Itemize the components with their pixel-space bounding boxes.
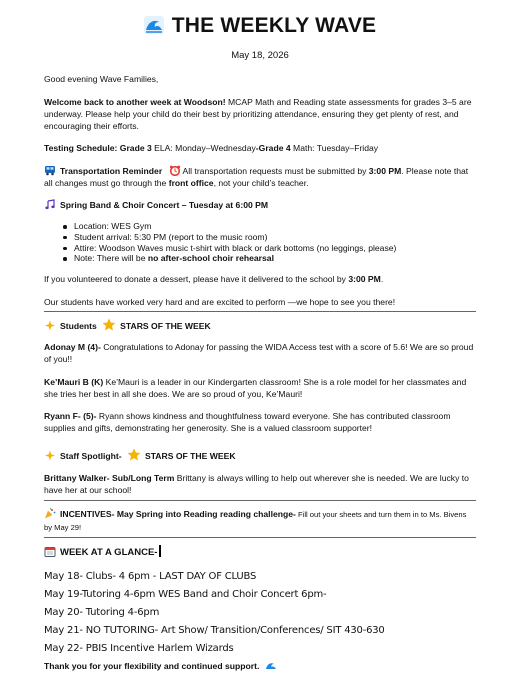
student-text: Ke’Mauri is a leader in our Kindergarten classroom! She is a role model for her classmates and she tries her best in all she does. We are so proud of you, Ke’Mauri! bbox=[44, 377, 467, 399]
divider bbox=[44, 500, 476, 501]
greeting: Good evening Wave Families, bbox=[44, 74, 159, 84]
welcome-bold: Welcome back to another week at Woodson! bbox=[44, 97, 226, 107]
transport-text-3: , not your child’s teacher. bbox=[213, 178, 309, 188]
transport-office: front office bbox=[168, 178, 214, 188]
week-item: May 20- Tutoring 4-6pm bbox=[44, 607, 160, 618]
student-name: Ryann F- (5)- bbox=[44, 411, 97, 421]
calendar-icon bbox=[44, 546, 56, 557]
student-name: Adonay M (4)- bbox=[44, 342, 101, 352]
concert-title: Spring Band & Choir Concert – Tuesday at 6:00 PM bbox=[60, 200, 269, 210]
testing-grade4-text: Math: Tuesday–Friday bbox=[290, 143, 379, 153]
concert-detail-item: Location: WES Gym bbox=[60, 221, 480, 232]
transport-label: Transportation Reminder bbox=[60, 166, 163, 176]
staff-label: Staff Spotlight- bbox=[60, 451, 122, 461]
dessert-text-end: . bbox=[380, 274, 384, 284]
transport-time: 3:00 PM bbox=[368, 166, 402, 176]
transport-reminder bbox=[44, 165, 476, 189]
incentives-text: Fill out your sheets and turn them in to Ms. Bivens by May 29! bbox=[44, 510, 467, 532]
student-name: Ke’Mauri B (K) bbox=[44, 377, 104, 387]
thanks-text: Thank you for your flexibility and continued support. bbox=[44, 661, 260, 671]
issue-date: May 18, 2026 bbox=[231, 50, 289, 61]
student-text: Congratulations to Adonay for passing the WIDA Access test with a score of 5.6! We are so proud of you!! bbox=[44, 342, 474, 364]
student-entry bbox=[44, 410, 476, 434]
concert-note-bold: no after-school choir rehearsal bbox=[147, 253, 274, 264]
transport-text-2: . Please note that all changes must go through the bbox=[44, 166, 469, 188]
staff-heading bbox=[44, 448, 476, 462]
concert-detail-item: Student arrival: 5:30 PM (report to the music room) bbox=[60, 232, 480, 243]
week-item: May 18- Clubs- 4 6pm - LAST DAY OF CLUBS bbox=[44, 571, 257, 582]
concert-detail-item: Attire: Woodson Waves music t-shirt with black or dark bottoms (no leggings, please) bbox=[60, 243, 480, 254]
star-icon bbox=[127, 448, 141, 461]
concert-note bbox=[60, 253, 480, 264]
concert-details bbox=[60, 221, 480, 264]
sparkle-star-icon bbox=[44, 450, 56, 461]
student-text: Ryann shows kindness and thoughtfulness toward everyone. She has contributed classroom supplies and gifts, demonstrating her generosity. She is a valued classroom supporter! bbox=[44, 411, 451, 433]
dessert-text: If you volunteered to donate a dessert, please have it delivered to the school by bbox=[44, 274, 349, 284]
incentives-note bbox=[44, 508, 476, 534]
staff-entry bbox=[44, 472, 476, 496]
testing-grade4: -Grade 4 bbox=[255, 143, 291, 153]
concert-note-label: Note: There will be bbox=[74, 253, 148, 264]
divider bbox=[44, 537, 476, 538]
wave-icon bbox=[144, 16, 164, 34]
alarm-clock-icon bbox=[169, 165, 181, 176]
students-heading bbox=[44, 318, 476, 332]
incentives-label: INCENTIVES- May Spring into Reading reading challenge- bbox=[60, 509, 296, 519]
bus-icon bbox=[44, 165, 56, 176]
transport-text-1: All transportation requests must be submitted by bbox=[180, 166, 369, 176]
text-cursor bbox=[159, 545, 161, 557]
sparkle-star-icon bbox=[44, 320, 56, 331]
testing-schedule bbox=[44, 142, 476, 154]
week-item: May 19-Tutoring 4-6pm WES Band and Choir Concert 6pm- bbox=[44, 589, 327, 600]
title-text: THE WEEKLY WAVE bbox=[171, 14, 377, 37]
testing-grade3-text: ELA: Monday–Wednesday bbox=[151, 143, 256, 153]
student-entry bbox=[44, 341, 476, 365]
music-notes-icon bbox=[44, 199, 56, 210]
welcome-paragraph bbox=[44, 96, 476, 132]
welcome-text: MCAP Math and Reading state assessments for grades 3–5 are underway. Please help your child do their best by prioritizing attendance, ensuring they get plenty of rest, and encouraging their efforts. bbox=[44, 97, 472, 131]
dessert-note bbox=[44, 273, 476, 285]
students-label: Students bbox=[60, 321, 97, 331]
students-stars-label: STARS OF THE WEEK bbox=[120, 321, 211, 331]
testing-label: Testing Schedule: bbox=[44, 143, 118, 153]
wave-icon bbox=[265, 660, 277, 671]
week-item: May 22- PBIS Incentive Harlem Wizards bbox=[44, 643, 234, 654]
concert-heading bbox=[44, 199, 476, 211]
week-item: May 21- NO TUTORING- Art Show/ Transition/Conferences/ SIT 430-630 bbox=[44, 625, 385, 636]
week-title: WEEK AT A GLANCE- bbox=[60, 547, 158, 558]
star-icon bbox=[102, 318, 116, 331]
student-entry bbox=[44, 376, 476, 400]
staff-text: Brittany is always willing to help out wherever she is needed. We are lucky to have her at our school! bbox=[44, 473, 469, 495]
dessert-time: 3:00 PM bbox=[348, 274, 381, 284]
thanks-line bbox=[44, 660, 476, 672]
newsletter-title bbox=[0, 14, 520, 38]
party-popper-icon bbox=[44, 508, 56, 519]
divider bbox=[44, 311, 476, 312]
staff-name: Brittany Walker- Sub/Long Term bbox=[44, 473, 175, 483]
staff-stars-label: STARS OF THE WEEK bbox=[144, 451, 236, 461]
concert-closing: Our students have worked very hard and are excited to perform —we hope to see you there! bbox=[44, 297, 396, 307]
testing-grade3: Grade 3 bbox=[117, 143, 152, 153]
week-heading bbox=[44, 545, 476, 559]
